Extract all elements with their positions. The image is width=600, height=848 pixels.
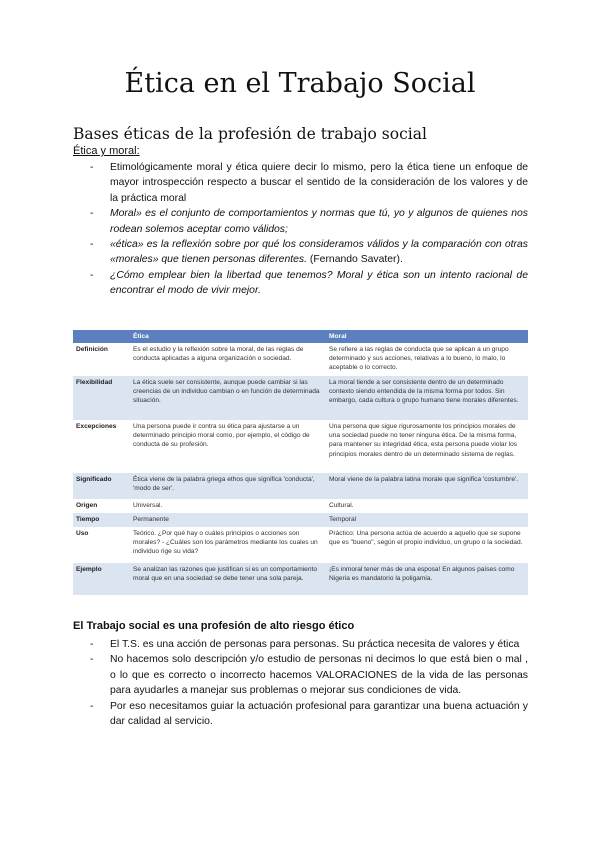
list-item: - Etimológicamente moral y ética quiere decir lo mismo, pero la ética tiene un enfoque de mayor introspección respecto a buscar el sentido de la consideración de los valores y de la práctica moral xyxy=(90,160,528,206)
row-label: Flexibilidad xyxy=(73,376,130,420)
cell-etica: Ética viene de la palabra griega ethos que significa 'conducta', 'modo de ser'. xyxy=(130,473,326,499)
cell-etica: Es el estudio y la reflexión sobre la moral, de las reglas de conducta aplicadas a alguna organización o sociedad. xyxy=(133,346,304,363)
table-row xyxy=(73,420,528,473)
table-row xyxy=(73,473,528,499)
header-moral: Moral xyxy=(326,330,528,343)
cell-moral: Práctico: Una persona actúa de acuerdo a aquello que se supone que es "bueno", según el propio individuo, un grupo o la sociedad. xyxy=(329,530,523,547)
cell-etica: La ética suele ser consistente, aunque puede cambiar si las creencias de un individuo cambian o en función de determinada situación. xyxy=(130,376,326,420)
header-blank xyxy=(73,330,130,343)
etica-moral-table xyxy=(73,330,528,595)
cell-etica: Universal. xyxy=(133,502,163,509)
list-item: - ¿Cómo emplear bien la libertad que tenemos? Moral y ética son un intento racional de encontrar el modo de vivir mejor. xyxy=(90,268,528,299)
row-label: Uso xyxy=(76,530,89,537)
table-row xyxy=(73,563,528,595)
cell-moral: Se refiere a las reglas de conducta que se aplican a un grupo determinado y sus acciones, relativas a lo bueno, lo malo, lo aceptable o lo correcto. xyxy=(329,346,509,372)
cell-moral: Temporal xyxy=(326,513,528,527)
cell-etica: Se analizan las razones que justifican si es un comportamiento moral que en una sociedad se debe tener una sola pareja. xyxy=(130,563,326,595)
cell-moral: ¡Es inmoral tener más de una esposa! En algunos países como Nigeria es mandatorio la poligamia. xyxy=(326,563,528,595)
table-row xyxy=(73,343,528,376)
author-citation: (Fernando Savater). xyxy=(306,254,403,266)
table-row xyxy=(73,527,528,563)
etica-moral-list xyxy=(90,160,528,299)
row-label: Significado xyxy=(73,473,130,499)
section-heading-bases: Bases éticas de la profesión de trabajo social xyxy=(73,125,427,143)
section-heading-riesgo: El Trabajo social es una profesión de alto riesgo ético xyxy=(73,620,355,632)
list-item: - No hacemos solo descripción y/o estudio de personas ni decimos lo que está bien o mal , o lo que es correcto o incorrecto hacemos VALORACIONES de la vida de las personas para ayudarles a manejar sus problemas o mejorar sus condiciones de vida. xyxy=(90,652,528,698)
table-header-row xyxy=(73,330,528,343)
cell-moral: Cultural. xyxy=(329,502,354,509)
cell-etica: Permanente xyxy=(130,513,326,527)
list-item: - Por eso necesitamos guiar la actuación profesional para garantizar una buena actuación y dar calidad al servicio. xyxy=(90,699,528,730)
header-etica: Ética xyxy=(130,330,326,343)
list-item: - Moral» es el conjunto de comportamientos y normas que tú, yo y algunos de quienes nos rodean solemos aceptar como válidos; xyxy=(90,206,528,237)
row-label: Definición xyxy=(76,346,108,353)
cell-moral: La moral tiende a ser consistente dentro de un determinado contexto siendo entendida de la misma forma por todos. Sin embargo, cada cultura o grupo humano tiene morales diferentes. xyxy=(326,376,528,420)
cell-etica: Teórico. ¿Por qué hay o cuáles principios o acciones son morales? - ¿Cuáles son los parámetros mediante los cuales un individuo rige su vida? xyxy=(133,530,318,556)
riesgo-etico-list xyxy=(90,637,528,729)
row-label: Tiempo xyxy=(73,513,130,527)
table-row xyxy=(73,499,528,513)
page-title: Ética en el Trabajo Social xyxy=(124,68,476,99)
list-item: - El T.S. es una acción de personas para personas. Su práctica necesita de valores y ética xyxy=(90,637,528,652)
row-label: Origen xyxy=(76,502,98,509)
cell-etica: Una persona puede ir contra su ética para ajustarse a un determinado principio moral como, por ejemplo, el código de conducta de su profesión. xyxy=(133,423,310,449)
row-label: Ejemplo xyxy=(73,563,130,595)
row-label: Excepciones xyxy=(76,423,117,430)
subheading-etica-moral: Ética y moral: xyxy=(73,145,140,157)
cell-moral: Una persona que sigue rigurosamente los principios morales de una sociedad puede no tener ninguna ética. De la misma forma, para mantener su integridad ética, esta persona puede violar los principios morales dentro de un determinado sistema de reglas. xyxy=(329,423,518,458)
list-item: - «ética» es la reflexión sobre por qué los consideramos válidos y la comparación con otras «morales» que tienen personas diferentes. (Fernando Savater). xyxy=(90,237,528,268)
cell-moral: Moral viene de la palabra latina morale que significa 'costumbre'. xyxy=(326,473,528,499)
table-row xyxy=(73,376,528,420)
table-row xyxy=(73,513,528,527)
